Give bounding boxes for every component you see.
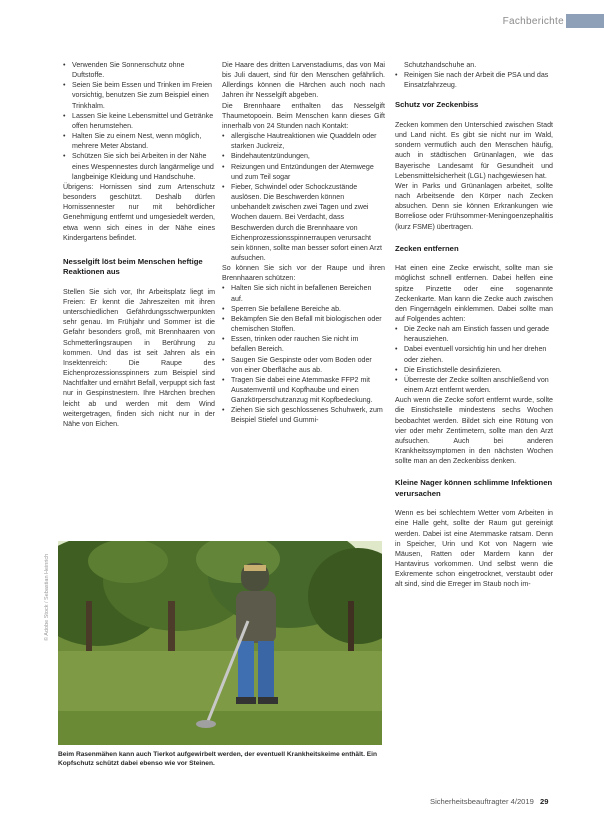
list-item: • Lassen Sie keine Lebensmittel und Getränke offen herumstehen. xyxy=(63,111,214,130)
column-3 xyxy=(395,60,553,590)
photo-caption: Beim Rasenmähen kann auch Tierkot aufgewirbelt werden, der eventuell Krankheitskeime enthält. Ein Kopfschutz schützt dabei ebenso wie vor Steinen. xyxy=(58,751,378,767)
photo-credit: © Adobe Stock / Sebastian Heinrich xyxy=(44,553,50,641)
tick-removal-list xyxy=(395,324,553,395)
list-item: • Halten Sie sich nicht in befallenen Bereichen auf. xyxy=(222,284,372,303)
body-paragraph: Zecken kommen den Unterschied zwischen Stadt und Land nicht. Es gibt sie nicht nur im Wald, sondern vermutlich auch den Menschen häufig, auch in städtischen Grünanlagen, wie das Bayerische Landesamt für Gesundheit und Lebensmittelsicherheit (LGL) nachgewiesen hat. xyxy=(395,120,553,180)
list-item: • Reinigen Sie nach der Arbeit die PSA und das Einsatzfahrzeug. xyxy=(395,71,549,90)
list-item: • Schützen Sie sich bei Arbeiten in der Nähe eines Wespennestes durch langärmelige und langbeinige Kleidung und Handschuhe. xyxy=(63,152,214,181)
list-item: • Seien Sie beim Essen und Trinken im Freien vorsichtig, benutzen Sie zum Beispiel einen Trinkhalm. xyxy=(63,81,212,110)
reaction-list xyxy=(222,131,385,263)
list-item: • Verwenden Sie Sonnenschutz ohne Duftstoffe. xyxy=(63,61,185,80)
body-paragraph: Hat einen eine Zecke erwischt, sollte man sie möglichst schnell entfernen. Dabei helfen eine spitze Pinzette oder eine sogenannte Zeckenkarte. Man kann die Zecke auch zwischen den Fingernägeln einklemmen. Dabei sollte man auf Folgendes achten: xyxy=(395,264,553,323)
list-item: • Fieber, Schwindel oder Schockzustände auslösen. Die Beschwerden können unbehandelt zwischen zwei Tagen und zwei Wochen dauern. Bei Verdacht, dass Beschwerden durch die Brennhaare von Eichenprozessionsspinnerraupen verursacht sein können, sollte man besser sofort einen Arzt aufsuchen. xyxy=(222,182,383,262)
body-paragraph: So können Sie sich vor der Raupe und ihren Brennhaaren schützen: xyxy=(222,264,385,283)
list-item: • Die Einstichstelle desinfizieren. xyxy=(395,365,502,374)
list-item: • Tragen Sie dabei eine Atemmaske FFP2 mit Ausatemventil und Kopfhaube und einen Ganzkörperschutzanzug mit Kopfbedeckung. xyxy=(222,375,373,405)
list-item: • Überreste der Zecke sollten anschließend von einem Arzt entfernt werden. xyxy=(395,375,549,395)
list-item: • Bindehautentzündungen, xyxy=(222,152,310,161)
list-item: • Die Zecke nah am Einstich fassen und gerade herausziehen. xyxy=(395,325,550,344)
body-paragraph: Schutzhandschuhe an. xyxy=(404,61,477,69)
section-heading: Schutz vor Zeckenbiss xyxy=(395,100,479,110)
list-item: • Dabei eventuell vorsichtig hin und her drehen oder ziehen. xyxy=(395,345,547,364)
page-footer xyxy=(430,797,548,806)
column-1 xyxy=(63,60,215,429)
list-item: • Reizungen und Entzündungen der Atemwege und zum Teil sogar xyxy=(222,162,374,181)
list-item: • Bekämpfen Sie den Befall mit biologischen oder chemischen Stoffen. xyxy=(222,314,382,334)
photo-worker-trimming-grass xyxy=(58,541,382,745)
list-item: • allergische Hautreaktionen wie Quaddeln oder starken Juckreiz, xyxy=(222,132,377,151)
list-item: • Essen, trinken oder rauchen Sie nicht im befallen Bereich. xyxy=(222,335,359,354)
body-paragraph: Die Brennhaare enthalten das Nesselgift Thaumetopoein. Beim Menschen kann dieses Gift innerhalb von 24 Stunden nach Kontakt: xyxy=(222,101,385,130)
wasp-safety-list xyxy=(63,60,215,182)
section-tab xyxy=(566,14,604,28)
list-item: • Halten Sie zu einem Nest, wenn möglich, mehrere Meter Abstand. xyxy=(63,132,202,151)
body-paragraph: Stellen Sie sich vor, Ihr Arbeitsplatz liegt im Freien: Er kennt die Jahreszeiten mit ihren unterschiedlichen Gefährdungsschwerpunkten sehr genau. Im Frühjahr und Sommer ist die Gefahr besonders groß, mit Brennhaaren von Schmetterlingsraupen in Berührung zu kommen. Und das ist seit Jahren als ein Insektenreich: Die Raupe des Eichenprozessionsspinners zum Beispiel sind Nachtfalter und ernährt Befall, verpuppt sich fast nur in Gespinstnestern. Ihre Härchen brechen leicht ab und werden mit dem Wind weitergetragen, finden sich nicht nur in der Nähe von Eichen. xyxy=(63,287,215,428)
body-paragraph: Wenn es bei schlechtem Wetter vom Arbeiten in eine Halle geht, sollte der Raum gut gereinigt werden. Dabei ist eine Atemmaske ratsam. Denn in Speicher, Urin und Kot von Nagern wie Mäusen, Ratten oder Mardern kann der Hantavirus vorkommen. Und selbst wenn die Exkremente schon eingetrocknet, verstaubt oder alt sind, sind die Erreger im Staub noch im- xyxy=(395,509,553,589)
body-paragraph: Auch wenn die Zecke sofort entfernt wurde, sollte die Einstichstelle mindestens sechs Wochen beobachtet werden. Bildet sich eine Rötung von vier oder mehr Zentimetern, sollte man den Arzt aufsuchen. Auch bei anderen Krankheitssymptomen in den nächsten Wochen sollte man an den Zeckenbiss denken. xyxy=(395,396,553,466)
section-heading: Zecken entfernen xyxy=(395,243,459,253)
body-paragraph: Wer in Parks und Grünanlagen arbeitet, sollte nach Arbeitsende den Körper nach Zecken absuchen. Denn sie können Erkrankungen wie Borreliose oder Frühsommer-Meningoenzephalitis (kurz FSME) übertragen. xyxy=(395,181,553,231)
section-label: Fachberichte xyxy=(502,16,564,27)
list-item: • Ziehen Sie sich geschlossenes Schuhwerk, zum Beispiel Stiefel und Gummi- xyxy=(222,406,383,425)
list-item: • Saugen Sie Gespinste oder vom Boden oder von einer Oberfläche aus ab. xyxy=(222,355,372,374)
hornet-paragraph: Übrigens: Hornissen sind zum Artenschutz besonders geschützt. Deshalb dürfen Hornissennester nur mit behördlicher Genehmigung entfernt und umgesiedelt werden, etwa wenn sich eines in der Nähe eines Kindergartens befindet. xyxy=(63,182,215,242)
column-2 xyxy=(222,60,385,426)
protection-list xyxy=(222,283,385,425)
page-number: 29 xyxy=(539,797,549,806)
section-heading: Kleine Nager können schlimme Infektionen verursachen xyxy=(395,478,553,498)
list-item: • Sperren Sie befallene Bereiche ab. xyxy=(222,304,342,313)
magazine-name: Sicherheitsbeauftragter 4/2019 xyxy=(430,797,534,806)
section-heading: Nesselgift löst beim Menschen heftige Reaktionen aus xyxy=(63,256,203,277)
body-paragraph: Die Haare des dritten Larvenstadiums, das von Mai bis Juli dauert, sind für den Menschen gefährlich. Allerdings können die Härchen auch noch nach Jahren ihr Nesselgift abgeben. xyxy=(222,61,385,100)
ppe-list xyxy=(395,70,553,90)
